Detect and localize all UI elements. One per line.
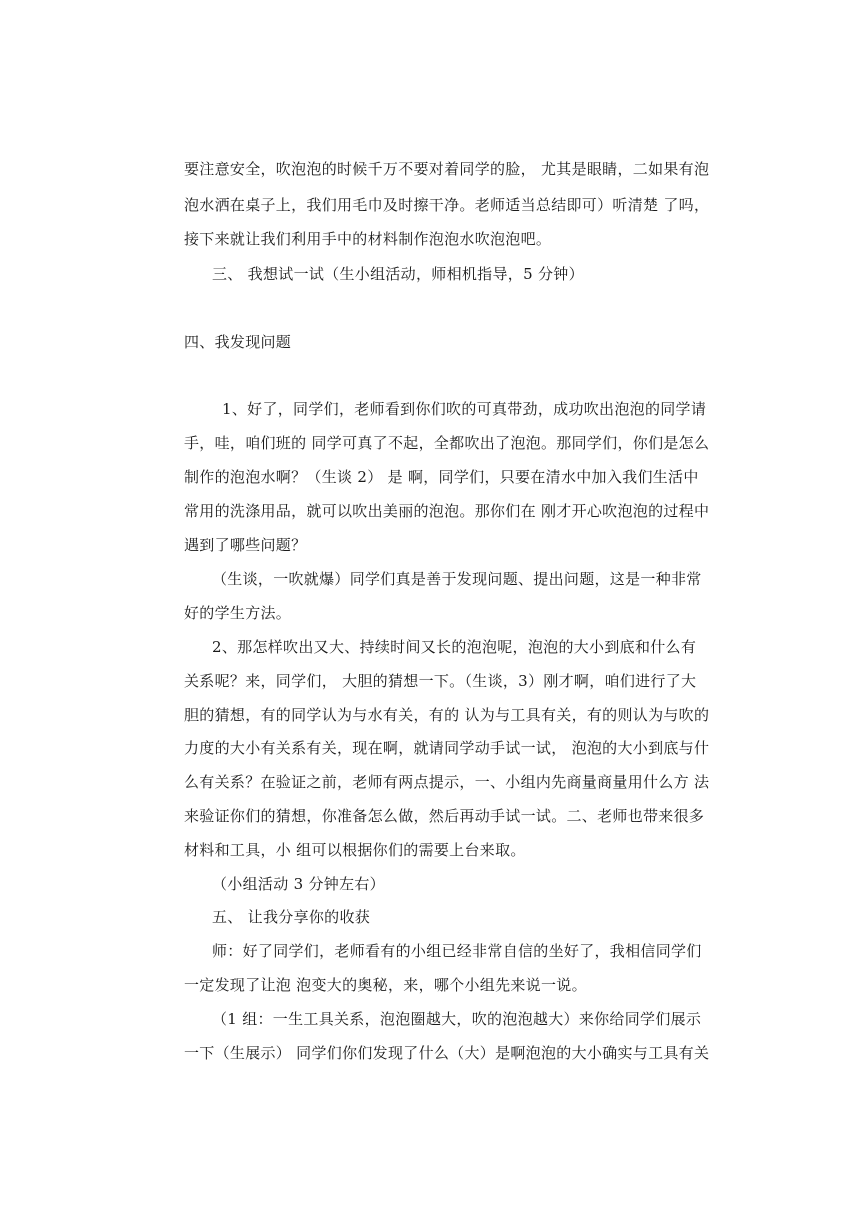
text-line: 常用的洗涤用品，就可以吹出美丽的泡泡。那你们在 刚才开心吹泡泡的过程中	[184, 502, 710, 520]
text-line: 胆的猜想，有的同学认为与水有关，有的 认为与工具有关，有的则认为与吹的	[184, 706, 710, 724]
text-line: 材料和工具，小 组可以根据你们的需要上台来取。	[184, 841, 526, 859]
text-line: （1 组：一生工具关系，泡泡圈越大，吹的泡泡越大）来你给同学们展示	[212, 1010, 702, 1028]
text-line: 一下（生展示） 同学们你们发现了什么（大）是啊泡泡的大小确实与工具有关	[184, 1044, 710, 1062]
text-line: 1、好了，同学们，老师看到你们吹的可真带劲，成功吹出泡泡的同学请	[222, 400, 707, 418]
text-line: 遇到了哪些问题？	[184, 536, 307, 554]
text-line: （生谈，一吹就爆）同学们真是善于发现问题、提出问题，这是一种非常	[212, 570, 702, 588]
text-line: （小组活动 3 分钟左右）	[212, 875, 385, 893]
text-line: 么有关系？在验证之前，老师有两点提示，一、小组内先商量商量用什么方 法	[184, 773, 710, 791]
section-heading-3: 三、 我想试一试（生小组活动，师相机指导，5 分钟）	[212, 265, 584, 283]
text-line: 好的学生方法。	[184, 604, 292, 622]
text-line: 一定发现了让泡 泡变大的奥秘，来，哪个小组先来说一说。	[184, 976, 587, 994]
text-line: 要注意安全，吹泡泡的时候千万不要对着同学的脸， 尤其是眼睛，二如果有泡	[184, 160, 710, 178]
text-line: 制作的泡泡水啊？（生谈 2） 是 啊，同学们，只要在清水中加入我们生活中	[184, 468, 699, 486]
text-line: 接下来就让我们利用手中的材料制作泡泡水吹泡泡吧。	[184, 230, 552, 248]
text-line: 泡水洒在桌子上，我们用毛巾及时擦干净。老师适当总结即可）听清楚 了吗，	[184, 196, 710, 214]
text-line: 关系呢？来，同学们， 大胆的猜想一下。（生谈，3）刚才啊，咱们进行了大	[184, 672, 697, 690]
text-line: 力度的大小有关系有关，现在啊，就请同学动手试一试， 泡泡的大小到底与什	[184, 739, 710, 757]
text-line: 2、那怎样吹出又大、持续时间又长的泡泡呢，泡泡的大小到底和什么有	[212, 638, 697, 656]
section-heading-5: 五、 让我分享你的收获	[212, 908, 371, 926]
text-line: 来验证你们的猜想，你准备怎么做，然后再动手试一试。二、老师也带来很多	[184, 807, 705, 825]
section-heading-4: 四、我发现问题	[184, 333, 292, 351]
text-line: 师：好了同学们，老师看有的小组已经非常自信的坐好了，我相信同学们	[212, 942, 702, 960]
text-line: 手，哇，咱们班的 同学可真了不起，全都吹出了泡泡。那同学们，你们是怎么	[184, 434, 710, 452]
